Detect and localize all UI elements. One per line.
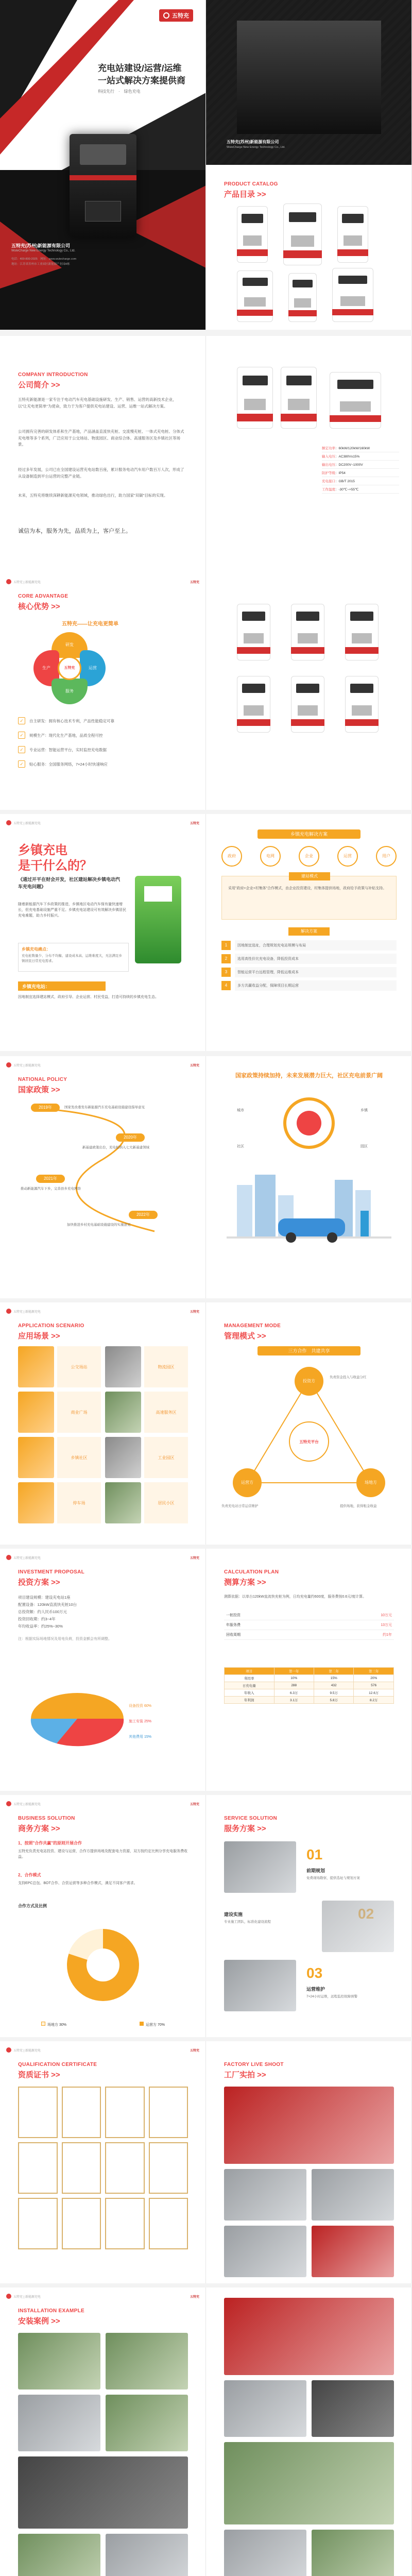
page-header: 五特充 | 新能源充电 五特充 [6, 1061, 199, 1069]
check-icon: ✓ [18, 746, 25, 753]
page-header: 五特充 | 新能源充电 五特充 [6, 1554, 199, 1561]
petal-right: 运营 [80, 650, 106, 686]
page-header: 五特充 | 新能源充电 五特充 [6, 1308, 199, 1315]
table-row: 日充电量 288 432 576 [225, 1682, 394, 1689]
mgmt-title-en: MANAGEMENT MODE [224, 1323, 281, 1329]
policy-year: 2020年 [116, 1133, 145, 1142]
rural-quote: 《通过开平在财会开发，社区建站解决乡镇电动汽车充电问题》 [18, 877, 121, 889]
solution-step: 4 多方共赢收益分配，保障项目长期运营 [221, 980, 397, 991]
check-icon: ✓ [18, 732, 25, 739]
product-charger-15 [345, 676, 379, 733]
solution-step: 1 因地制宜选址，合理规划充电站规模与布局 [221, 940, 397, 951]
policy-text: 推动新能源汽车下乡，完善县乡充电网络 [21, 1187, 81, 1191]
install-photo [224, 2530, 306, 2576]
product-charger-6 [332, 268, 373, 322]
intro-slogan: 诚信为本，服务为先，品质为上，客户至上。 [18, 528, 131, 534]
certificate-image [62, 2087, 101, 2138]
certificate-image [18, 2087, 58, 2138]
cover-logo-text: 五特充 [172, 13, 189, 19]
install-photo [224, 2298, 394, 2375]
solution-node: 运营 [337, 846, 358, 867]
core-item: ✓ 规模生产：现代化生产基地，品质全程可控 [18, 732, 188, 739]
pie-label: 施工安装 25% [129, 1720, 151, 1723]
petal-left: 生产 [33, 650, 59, 686]
cover-title-line2: 一站式解决方案提供商 [98, 76, 185, 86]
install-photo [18, 2534, 100, 2576]
certificate-image [149, 2087, 188, 2138]
policy-year: 2022年 [129, 1211, 158, 1219]
row-scenario [0, 1302, 412, 1545]
install-right-card [206, 2287, 412, 2576]
factory-card [206, 2041, 412, 2283]
policy-circle-graphic [283, 1097, 335, 1149]
install-photo [106, 2534, 188, 2576]
certificate-image [105, 2087, 145, 2138]
calc-row: 回收周期 约1年 [224, 1630, 394, 1640]
calc-row: 年服务费 13万元 [224, 1620, 394, 1630]
install-title-en: INSTALLATION EXAMPLE [18, 2308, 84, 2314]
factory-title-cn: 工厂实拍 >> [224, 2071, 266, 2079]
product-charger-8 [281, 367, 317, 429]
spec-row: 防护等级：IP54 [322, 469, 399, 477]
business-donut [0, 1913, 206, 2016]
intro-paragraph-2: 公司拥有完善的研发体系和生产基地，产品涵盖直流快充桩、交流慢充桩、一体式充电桩、分体式充电堆等多个系列，广泛应用于公交场站、物流园区、商业综合体、高速服务区及乡镇社区等场景。 [18, 429, 184, 447]
solution-step: 2 选用高性价比充电设备，降低投资成本 [221, 954, 397, 964]
policy-card [0, 1056, 206, 1298]
product-charger-11 [291, 604, 324, 660]
business-text1: 五特充负责充电站投资、建设与运营，合作方提供场地及配套电力资源，双方按约定比例分享充电服务费收益。 [18, 1850, 187, 1859]
policy-label: 园区 [360, 1145, 368, 1148]
row-cert [0, 2041, 412, 2283]
factory-photo [224, 2087, 394, 2164]
scenario-title-en: APPLICATION SCENARIO [18, 1323, 84, 1329]
product-charger-7 [237, 367, 273, 429]
factory-title-en: FACTORY LIVE SHOOT [224, 2062, 284, 2067]
check-icon: ✓ [18, 760, 25, 768]
invest-pie [0, 1652, 206, 1765]
service-step: 03 运营维护 7×24小时运维，远程监控故障预警 [224, 1960, 394, 2011]
rural-card [0, 814, 206, 1051]
cover-company-cn: 五特充(苏州)新能源有限公司 [11, 243, 70, 248]
pie-label: 设备投资 60% [129, 1704, 151, 1708]
table-row: 利用率 10% 15% 20% [225, 1675, 394, 1682]
cert-title-en: QUALIFICATION CERTIFICATE [18, 2062, 97, 2067]
catalog-building-image [237, 21, 381, 134]
page-header: 五特充 | 新能源充电 五特充 [6, 578, 199, 585]
mgmt-note: 负责资金投入与收益分红 [330, 1376, 367, 1379]
mgmt-note: 负责充电站日常运营维护 [221, 1504, 259, 1508]
install-title-cn: 安装案例 >> [18, 2317, 60, 2326]
policy-label: 社区 [237, 1145, 244, 1148]
business-title-en: BUSINESS SOLUTION [18, 1816, 75, 1821]
cover-company-en: WuteCharge New Energy Technology Co., Ltd. [11, 249, 76, 252]
invest-note: 注：根据实际场地情况及用电负荷，投资金额会有所调整。 [18, 1637, 112, 1641]
intro-title-cn: 公司简介 >> [18, 381, 60, 389]
solution-steps [221, 940, 397, 994]
business-title-cn: 商务方案 >> [18, 1824, 60, 1833]
rural-title-line2: 是干什么的？ [18, 859, 92, 873]
core-item: ✓ 自主研发：拥有核心技术专利，产品性能稳定可靠 [18, 717, 188, 724]
policy-right-headline: 国家政策持续加持，未来发展潜力巨大，社区充电前景广阔 [235, 1073, 383, 1079]
product-grid-card [206, 573, 412, 810]
rural-body: 随着新能源汽车下乡政策的推进，乡镇地区电动汽车保有量快速增长，但充电基础设施严重不足。乡镇充电站建设可有效解决乡镇居民充电难题，助力乡村振兴。 [18, 903, 126, 918]
core-title-cn: 核心优势 >> [18, 602, 60, 611]
page-header: 五特充 | 新能源充电 五特充 [6, 2046, 199, 2054]
cover-subtitle: 科技先行 · 绿色充电 [98, 89, 141, 94]
page-header: 五特充 | 新能源充电 五特充 [6, 819, 199, 826]
intro-card [0, 336, 206, 573]
scenario-item: 公交场站 [18, 1346, 101, 1387]
product-charger-4 [237, 270, 273, 322]
calc-card [206, 1549, 412, 1791]
scenario-card [0, 1302, 206, 1545]
service-step: 建设实施 专业施工团队，标准化建设流程 [224, 1901, 394, 1952]
city-illustration [206, 1170, 412, 1283]
catalog-card [206, 0, 412, 330]
install-photo [18, 2456, 188, 2529]
check-icon: ✓ [18, 717, 25, 724]
solution-block-2-title: 解决方案 [288, 927, 330, 936]
install-photo [106, 2333, 188, 2389]
scenario-grid [18, 1346, 188, 1523]
solution-block-1: 建站模式 采用"政府+企业+村集体"合作模式，由企业投资建设，村集体提供场地，政府给予政策与补贴支持。 [221, 876, 397, 920]
intro-paragraph-4: 未来，五特充将继续深耕新能源充电领域，推动绿色出行，助力国家"双碳"目标的实现。 [18, 493, 168, 498]
row-invest [0, 1549, 412, 1791]
service-title-en: SERVICE SOLUTION [224, 1816, 277, 1821]
calc-title-cn: 测算方案 >> [224, 1578, 266, 1587]
product-charger-10 [237, 604, 270, 660]
service-step: 01 前期规划 免费现场勘察，提供选址与规划方案 [224, 1841, 394, 1893]
product-spec-list [322, 444, 399, 494]
spec-row: 输出电压：DC200V~1000V [322, 461, 399, 469]
calc-row: 一桩投资 10万元 [224, 1611, 394, 1620]
install-photo [18, 2395, 100, 2451]
business-sub1: 1、按照"合作共赢"的原则开展合作 [18, 1841, 82, 1845]
certificate-image [105, 2198, 145, 2249]
product-charger-5 [288, 273, 317, 322]
rural-solution-card [206, 814, 412, 1051]
policy-year: 2021年 [36, 1175, 65, 1183]
install-card [0, 2287, 206, 2576]
certificate-image [18, 2142, 58, 2194]
calc-table [224, 1667, 394, 1704]
mgmt-node: 投资方 [295, 1367, 323, 1396]
policy-text: 国家发改委发布新能源汽车充电基础设施建设指导意见 [64, 1106, 145, 1109]
rural-callout: 乡镇充电痛点： 充电桩数量少、分布不均衡、建设成本高、运维难度大，无法满足乡镇居民日常充电需求。 [18, 943, 129, 972]
mgmt-note: 提供场地，获得租金收益 [340, 1504, 377, 1508]
intro-paragraph-1: 五特充新能源是一家专注于电动汽车充电基础设施研发、生产、销售、运营的高新技术企业，以"让充电更简单"为使命，致力于为客户提供充电站建设、运营、运维一站式解决方案。 [18, 397, 177, 409]
policy-year: 2019年 [31, 1104, 60, 1112]
mgmt-center: 五特充平台 [299, 1439, 319, 1444]
row-install [0, 2287, 412, 2576]
install-photo [106, 2395, 188, 2451]
install-photo [312, 2530, 394, 2576]
service-title-cn: 服务方案 >> [224, 1824, 266, 1833]
row-core [0, 573, 412, 810]
core-item: ✓ 贴心服务：全国服务网络，7×24小时快速响应 [18, 760, 188, 768]
page-header: 五特充 | 新能源充电 五特充 [6, 2293, 199, 2300]
cert-title-cn: 资质证书 >> [18, 2071, 60, 2079]
factory-photo [312, 2169, 394, 2221]
cover-title-line1: 充电站建设/运营/运维 [98, 63, 182, 73]
scenario-item: 高速服务区 [105, 1392, 188, 1433]
business-chart-title: 合作方式及比例 [18, 1904, 47, 1908]
policy-right-card [206, 1056, 412, 1298]
install-photo [224, 2442, 394, 2524]
catalog-title-en: PRODUCT CATALOG [224, 181, 278, 187]
install-photo [312, 2380, 394, 2437]
product-charger-3 [337, 206, 368, 263]
spec-row: 输入电压：AC380V±15% [322, 452, 399, 461]
row-cover [0, 0, 412, 330]
scenario-item: 乡镇社区 [18, 1437, 101, 1478]
core-center: 五特充 [58, 656, 81, 680]
catalog-company-cn: 五特充(苏州)新能源有限公司 [227, 140, 279, 144]
policy-label: 城市 [237, 1109, 244, 1112]
cover-card [0, 0, 206, 330]
product-charger-13 [237, 676, 270, 733]
mgmt-card [206, 1302, 412, 1545]
certificate-image [62, 2198, 101, 2249]
solution-nodes [221, 846, 397, 867]
petal-top: 研发 [52, 632, 88, 658]
solution-title: 乡镇充电解决方案 [258, 829, 360, 839]
cover-bottom-line-1: 电话：400-800-2025 网址：www.wutecharge.com [11, 258, 77, 261]
factory-photo [312, 2226, 394, 2277]
intro-title-en: COMPANY INTRODUCTION [18, 372, 88, 378]
factory-photo [224, 2169, 306, 2221]
core-item: ✓ 专业运营：智能运营平台，实时监控充电数据 [18, 746, 188, 753]
spec-row: 工作温度：-30℃~+55℃ [322, 485, 399, 494]
row-policy [0, 1056, 412, 1298]
certificate-image [149, 2198, 188, 2249]
product-charger-1 [237, 206, 268, 263]
intro-paragraph-3: 经过多年发展，公司已在全国建设运营充电站数百座，累计服务电动汽车用户数百万人次，形成了从设备制造到平台运营的完整产业链。 [18, 467, 184, 479]
calc-intro: 测算依据：以单台120kW直流快充桩为例，日均充电量约600度，服务费按0.6元/度计算。 [224, 1595, 367, 1599]
calc-cards [224, 1611, 394, 1640]
install-photo [224, 2380, 306, 2437]
invest-lines: 项目建设规模：建设充电站1座 配置设备：120kW直流快充桩10台 总投资额：约人民币100万元 投资回收期：约3~4年 年均收益率：约25%~30% [18, 1595, 77, 1629]
product-charger-12 [345, 604, 379, 660]
table-row: 年利润 3.1万 5.8万 8.2万 [225, 1697, 394, 1704]
core-headline: 五特充——让充电更简单 [62, 621, 118, 627]
mgmt-node: 场地方 [356, 1468, 385, 1497]
core-item-list [18, 717, 188, 775]
solution-node: 企业 [299, 846, 319, 867]
calc-table-header: 项目 第一年 第二年 第三年 [225, 1668, 394, 1675]
policy-text: 新基建政策出台，充电桩纳入七大新基建领域 [82, 1146, 149, 1149]
product-detail-card [206, 336, 412, 573]
row-business [0, 1795, 412, 2037]
certificate-image [149, 2142, 188, 2194]
rural-banner-body: 因地制宜选择建站模式，政府引导、企业运营、村民受益，打造可持续的乡镇充电生态。 [18, 995, 159, 999]
catalog-title-cn: 产品目录 >> [224, 190, 266, 199]
rural-banner: 乡镇充电站： [18, 981, 106, 991]
invest-title-cn: 投资方案 >> [18, 1578, 60, 1587]
factory-photo [224, 2226, 306, 2277]
scenario-item: 物流园区 [105, 1346, 188, 1387]
spec-row: 额定功率：60kW/120kW/160kW [322, 444, 399, 452]
policy-title-cn: 国家政策 >> [18, 1086, 60, 1094]
scenario-item: 居民小区 [105, 1482, 188, 1523]
scenario-title-cn: 应用场景 >> [18, 1332, 60, 1341]
catalog-company-en: WuteCharge New Energy Technology Co., Ltd. [227, 146, 285, 149]
mgmt-banner: 三方合作 共建共享 [258, 1346, 360, 1355]
certificate-image [62, 2142, 101, 2194]
scenario-item: 工业园区 [105, 1437, 188, 1478]
policy-text: 加快推进乡村充电基础设施建设的实施意见 [67, 1223, 131, 1227]
certificate-image [105, 2142, 145, 2194]
cover-bottom-line-2: 地址：江苏省苏州市工业园区新能源产业园A栋 [11, 263, 70, 266]
scenario-item: 停车场 [18, 1482, 101, 1523]
calc-title-en: CALCULATION PLAN [224, 1569, 279, 1575]
mgmt-node: 运营方 [233, 1468, 262, 1497]
core-title-en: CORE ADVANTAGE [18, 594, 68, 599]
scenario-item: 商业广场 [18, 1392, 101, 1433]
policy-title-en: NATIONAL POLICY [18, 1077, 67, 1082]
row-intro [0, 336, 412, 573]
table-row: 年收入 6.3万 9.5万 12.6万 [225, 1689, 394, 1697]
legend-item: 场地方 30% [41, 2022, 66, 2027]
row-rural [0, 814, 412, 1051]
certificate-image [18, 2198, 58, 2249]
invest-title-en: INVESTMENT PROPOSAL [18, 1569, 85, 1575]
business-text2: 支持EPC总包、BOT合作、合资运营等多种合作模式，满足不同客户需求。 [18, 1882, 138, 1885]
policy-timeline [0, 1097, 206, 1293]
cert-grid [18, 2087, 188, 2249]
product-charger-9 [330, 372, 381, 429]
install-photo [18, 2333, 100, 2389]
invest-card [0, 1549, 206, 1791]
mgmt-title-cn: 管理模式 >> [224, 1332, 266, 1341]
logo-icon [163, 12, 169, 19]
service-card [206, 1795, 412, 2037]
page-header: 五特充 | 新能源充电 五特充 [6, 1800, 199, 1807]
rural-title-line1: 乡镇充电 [18, 843, 67, 857]
legend-item: 运营方 70% [140, 2022, 165, 2027]
cover-charger-image [70, 134, 136, 237]
pie-label: 其他费用 15% [129, 1735, 151, 1739]
cert-card [0, 2041, 206, 2283]
spec-row: 充电接口：GB/T 2015 [322, 477, 399, 485]
solution-node: 政府 [221, 846, 242, 867]
policy-label: 乡镇 [360, 1109, 368, 1112]
product-charger-14 [291, 676, 324, 733]
business-sub2: 2、合作模式 [18, 1873, 41, 1877]
petal-bottom: 服务 [52, 679, 88, 704]
solution-step: 3 智能运营平台远程管理，降低运维成本 [221, 967, 397, 977]
product-charger-2 [283, 204, 322, 265]
rural-charger-image [135, 876, 181, 963]
business-card [0, 1795, 206, 2037]
solution-node: 用户 [376, 846, 397, 867]
catalog-top-dark [206, 0, 411, 165]
core-card [0, 573, 206, 810]
cover-logo [159, 9, 193, 22]
business-legend [41, 2022, 165, 2027]
solution-node: 电网 [260, 846, 281, 867]
